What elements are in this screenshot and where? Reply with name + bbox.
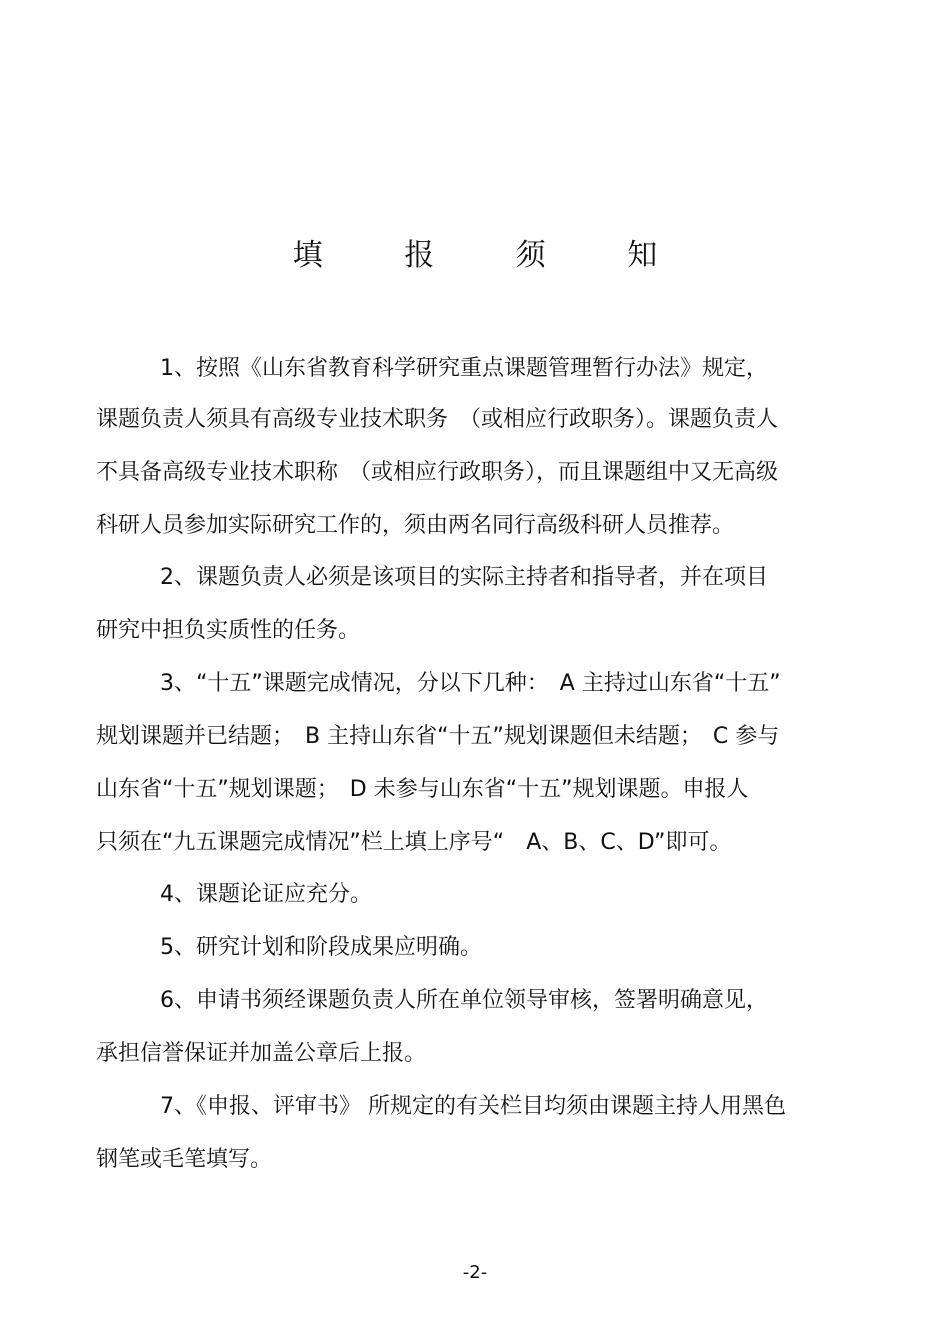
paragraph-line: 规划课题并已结题； B 主持山东省“十五”规划课题但未结题； C 参与 [96, 724, 780, 749]
paragraph-line: 7、《申报、评审书》 所规定的有关栏目均须由课题主持人用黑色 [160, 1094, 786, 1119]
paragraph-line: 只须在“九五课题完成情况”栏上填上序号“ A、B、C、D”即可。 [96, 830, 732, 855]
paragraph-line: 不具备高级专业技术职称 （或相应行政职务），而且课题组中又无高级 [96, 460, 779, 485]
paragraph-line: 2、课题负责人必须是该项目的实际主持者和指导者，并在项目 [160, 565, 768, 590]
paragraph-line: 承担信誉保证并加盖公章后上报。 [96, 1041, 427, 1066]
paragraph-line: 6、申请书须经课题负责人所在单位领导审核，签署明确意见， [160, 988, 768, 1013]
paragraph-line: 研究中担负实质性的任务。 [96, 618, 361, 643]
paragraph-line: 1、按照《山东省教育科学研究重点课题管理暂行办法》规定， [160, 356, 768, 381]
paragraph-line: 4、课题论证应充分。 [160, 882, 372, 907]
paragraph-line: 山东省“十五”规划课题； D 未参与山东省“十五”规划课题。申报人 [96, 777, 749, 802]
paragraph-line: 钢笔或毛笔填写。 [96, 1147, 273, 1172]
paragraph-line: 3、“十五”课题完成情况，分以下几种： A 主持过山东省“十五” [160, 671, 781, 696]
page-title: 填 报 须 知 [292, 238, 694, 273]
page-number: -2- [462, 1262, 488, 1283]
paragraph-line: 科研人员参加实际研究工作的，须由两名同行高级科研人员推荐。 [96, 513, 735, 538]
paragraph-line: 课题负责人须具有高级专业技术职务 （或相应行政职务）。课题负责人 [96, 407, 779, 432]
paragraph-line: 5、研究计划和阶段成果应明确。 [160, 935, 482, 960]
